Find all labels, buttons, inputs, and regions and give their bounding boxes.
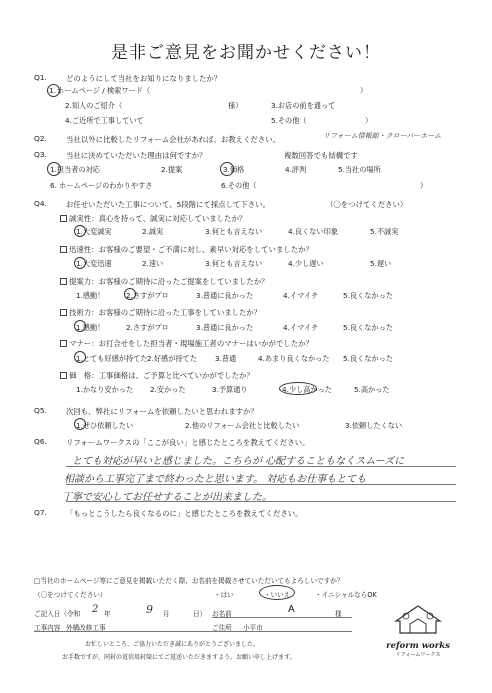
q5-option-3: 3.依頼したくない bbox=[345, 421, 403, 430]
q1-option-1-close: ） bbox=[360, 86, 368, 95]
q4-row-1-opt-5: 5.不誠実 bbox=[370, 227, 399, 236]
q4-row-5-label: マナー：お打合せをした担当者・現場施工者のマナーはいかがでしたか？ bbox=[69, 339, 313, 348]
q4-row-4-opt-2: 2.さすがプロ bbox=[126, 323, 169, 332]
q1-option-2-suffix: 様） bbox=[228, 101, 243, 110]
q6-answer-line-3-text: 丁寧で安心してお任せすることが出来ました。 bbox=[62, 492, 272, 503]
q4-row-2-checkbox bbox=[60, 246, 67, 253]
q6-answer-line-2-text: 相談から工事完了まで終わったと思います。 対応もお仕事もとても bbox=[64, 474, 367, 485]
q4-row-1-opt-2: 2.誠実 bbox=[142, 227, 164, 236]
q3-option-5: 5.当社の場所 bbox=[338, 165, 381, 174]
address-value: 小平市 bbox=[243, 624, 263, 632]
q4-row-4-label: 技術力：お客様のご期待に沿った工事をしていましたか？ bbox=[69, 308, 262, 317]
q4-row-2-opt-2: 2.速い bbox=[142, 259, 164, 268]
q1-option-1-number: 1. bbox=[49, 86, 56, 95]
thanks-note: お忙しいところ、ご協力いただき誠にありがとうございました。 bbox=[85, 641, 260, 648]
consent-note: （〇をつけてください） bbox=[34, 591, 107, 599]
q4-row-3-label: 提案力：お客様のご期待に沿ったご提案をしていましたか？ bbox=[69, 277, 269, 286]
q1-option-3: 3.お店の前を通って bbox=[271, 101, 336, 110]
q1-option-1: ホームページ / 検索ワード（ bbox=[57, 86, 151, 95]
date-year-unit: 年 bbox=[104, 610, 111, 618]
q4-row-2-opt-4: 4.少し遅い bbox=[288, 259, 324, 268]
q4-row-2-opt-5: 5.遅い bbox=[370, 259, 392, 268]
q4-row-6-opt-1: 1.かなり安かった bbox=[76, 385, 134, 394]
q4-row-6-opt-3: 3.予算通り bbox=[212, 385, 248, 394]
q4-row-6-label: 価 格：工事価格は、ご予算と比べていかがでしたか？ bbox=[69, 371, 254, 380]
date-year: 2 bbox=[92, 604, 99, 615]
consent-no: ・いいえ bbox=[264, 591, 291, 599]
name-label: お名前 bbox=[212, 610, 232, 618]
q1-number: Q1. bbox=[34, 73, 47, 82]
q1-question: どのようにして当社をお知りになりましたか？ bbox=[66, 74, 222, 83]
q3-option-2: 2.提案 bbox=[161, 165, 183, 174]
q7-question: 「もっとこうしたら良くなるのに」と感じたところを教えてください。 bbox=[66, 509, 303, 518]
q4-row-4-opt-5: 5.良くなかった bbox=[343, 323, 393, 332]
q4-row-1-opt-4: 4.良くない印象 bbox=[288, 227, 338, 236]
q3-option-3: 3.価格 bbox=[223, 165, 245, 174]
q4-row-4-checkbox bbox=[60, 309, 67, 316]
address-underline bbox=[34, 631, 352, 632]
q2-question: 当社以外に比較したリフォーム会社があれば、お教えください。 bbox=[66, 135, 280, 144]
q4-row-3-opt-1: 1.感動！ bbox=[76, 291, 105, 300]
q3-option-4: 4.評判 bbox=[285, 165, 307, 174]
q4-row-3-opt-5: 5.良くなかった bbox=[343, 291, 393, 300]
q6-number: Q6. bbox=[34, 437, 47, 446]
q4-note: （〇をつけてください） bbox=[326, 200, 408, 209]
q3-option-6: 6. ホームページのわかりやすさ bbox=[50, 181, 153, 190]
q5-option-1: 1.ぜひ依頼したい bbox=[76, 421, 134, 430]
q4-row-1-opt-1: 1.大変誠実 bbox=[76, 227, 112, 236]
consent-question: □当社のホームページ等にご意見を掲載いただく際、お名前を掲載させていただいてもよろしいですか？ bbox=[34, 577, 344, 585]
q4-row-2-opt-1: 1.大変迅速 bbox=[76, 259, 112, 268]
name-underline bbox=[212, 617, 352, 618]
q1-option-2: 2.知人のご紹介（ bbox=[65, 101, 123, 110]
q1-option-5-close: ） bbox=[365, 116, 373, 125]
consent-initial: ・イニシャルならOK bbox=[315, 591, 377, 599]
q7-number: Q7. bbox=[34, 508, 47, 517]
q4-row-5-opt-2: 2.好感が持てた bbox=[147, 354, 197, 363]
q6-question: リフォームワークスの「ここが良い」と感じたところを教えてください。 bbox=[66, 438, 310, 447]
q2-number: Q2. bbox=[34, 134, 47, 143]
q5-number: Q5. bbox=[34, 406, 47, 415]
company-logo bbox=[378, 603, 458, 658]
logo-text: reform works bbox=[386, 641, 450, 651]
logo-subtext: リフォームワークス bbox=[395, 652, 441, 658]
q4-number: Q4. bbox=[34, 199, 47, 208]
return-note: お手数ですが、同封の返信用封筒にてご返送いただきますよう、お願い申し上げます。 bbox=[62, 654, 296, 661]
q4-row-6-opt-4: 4.少し高かった bbox=[282, 385, 332, 394]
q3-option-7-close: ） bbox=[420, 181, 428, 190]
q5-question: 次回も、弊社にリフォームを依頼したいと思われますか？ bbox=[66, 407, 258, 416]
q4-row-6-opt-5: 5.高かった bbox=[354, 385, 390, 394]
q4-row-3-opt-4: 4.イマイチ bbox=[283, 291, 319, 300]
q1-option-4: 4.ご近所で工事していて bbox=[65, 116, 144, 125]
q3-number: Q3. bbox=[34, 150, 47, 159]
q4-row-3-checkbox bbox=[60, 278, 67, 285]
q3-question: 当社に決めていただいた理由は何ですか？ bbox=[66, 151, 207, 160]
q2-answer: リフォーム情報館・クローバーホーム bbox=[323, 132, 442, 140]
q4-row-5-checkbox bbox=[60, 340, 67, 347]
q4-row-6-checkbox bbox=[60, 372, 67, 379]
house-logo-icon bbox=[378, 603, 458, 637]
address-label: ご住所 bbox=[212, 624, 232, 632]
q4-question: お任せいただいた工事について、5段階にて採点して下さい。 bbox=[66, 200, 270, 209]
q1-option-5: 5.その他（ bbox=[271, 116, 307, 125]
name-value: A bbox=[288, 604, 295, 615]
name-suffix: 様 bbox=[335, 610, 342, 618]
q3-note: 複数回答でも結構です bbox=[284, 151, 358, 160]
q3-option-1: 1.担当者の対応 bbox=[50, 165, 100, 174]
q4-row-4-opt-3: 3.普通に良かった bbox=[196, 323, 254, 332]
work-label: 工事内容 bbox=[34, 624, 61, 632]
q4-row-5-opt-3: 3.普通 bbox=[215, 354, 237, 363]
q4-row-6-opt-2: 2.安かった bbox=[150, 385, 186, 394]
q3-option-7: 6.その他（ bbox=[221, 181, 257, 190]
q4-row-1-opt-3: 3.何とも言えない bbox=[205, 227, 263, 236]
q5-option-2: 2.他のリフォーム会社と比較したい bbox=[185, 421, 300, 430]
q4-row-3-opt-2: 2.さすがプロ bbox=[126, 291, 169, 300]
date-month-unit: 月 bbox=[163, 610, 170, 618]
date-label: ご記入日（令和 bbox=[34, 610, 81, 618]
q4-row-5-opt-5: 5.良くなかった bbox=[343, 354, 393, 363]
work-value: 外構改修工事 bbox=[66, 624, 106, 632]
q4-row-4-opt-1: 1.感動！ bbox=[76, 323, 105, 332]
date-month: 9 bbox=[146, 603, 153, 616]
q4-row-4-opt-4: 4.イマイチ bbox=[283, 323, 319, 332]
q4-row-2-opt-3: 3.何とも言えない bbox=[205, 259, 263, 268]
q4-row-1-checkbox bbox=[60, 215, 67, 222]
q6-answer-line-1-text: とても対応が早いと感じました。こちらが 心配することもなくスムーズに bbox=[72, 456, 405, 467]
q4-row-1-label: 誠実性：真心を持って、誠実に対応していましたか？ bbox=[69, 214, 247, 223]
q4-row-2-label: 迅速性：お客様のご要望・ご不満に対し、素早い対応をしていましたか？ bbox=[69, 245, 313, 254]
date-day-unit: 日） bbox=[193, 610, 207, 618]
q4-row-5-opt-4: 4.あまり良くなかった bbox=[258, 354, 330, 363]
q4-row-5-opt-1: 1.とても好感が持てた bbox=[76, 354, 148, 363]
consent-yes: ・はい bbox=[214, 591, 234, 599]
q4-row-3-opt-3: 3.普通に良かった bbox=[196, 291, 254, 300]
page-title: 是非ご意見をお聞かせください！ bbox=[111, 43, 381, 63]
